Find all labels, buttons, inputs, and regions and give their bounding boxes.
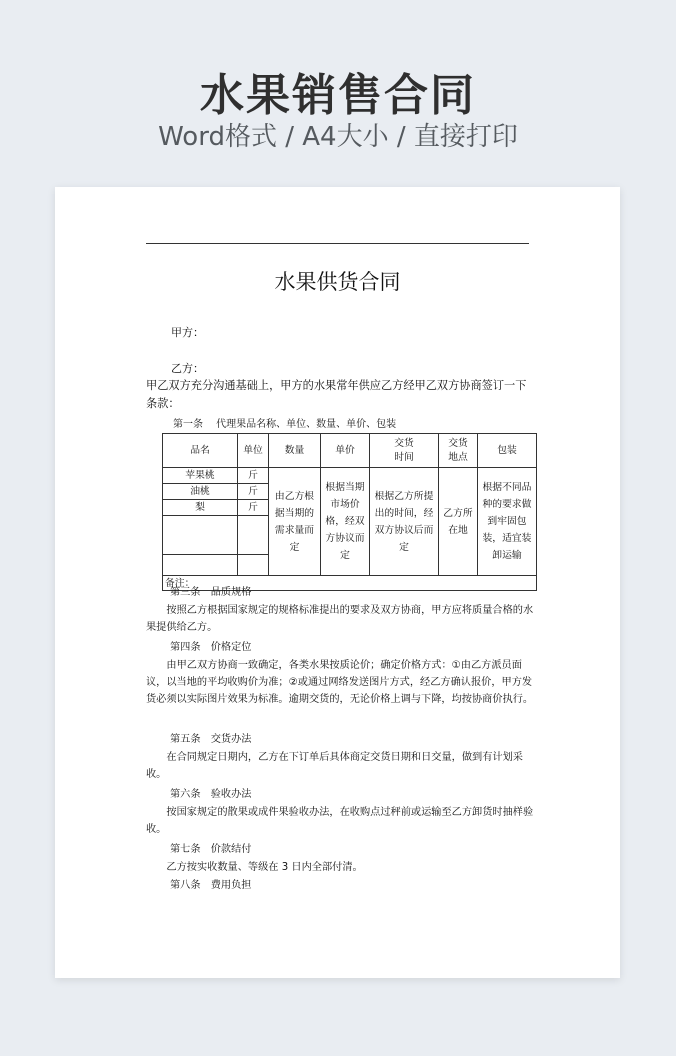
header-packaging: 包装 (478, 434, 537, 468)
article-6-title: 第六条 验收办法 (170, 789, 252, 800)
banner-title: 水果销售合同 (200, 70, 476, 121)
item-unit: 斤 (238, 484, 269, 500)
delivery-time-cell: 根据乙方所提出的时间，经双方协议后而定 (370, 468, 439, 576)
header-delivery-place: 交货 地点 (439, 434, 478, 468)
table-row (163, 468, 537, 484)
party-b-label: 乙方： (171, 362, 204, 375)
document-page (55, 187, 620, 978)
article-3-title: 第三条 品质规格 (170, 587, 252, 598)
packaging-cell: 根据不同品种的要求做到牢固包装，适宜装卸运输 (478, 468, 537, 576)
header-unit: 单位 (238, 434, 269, 468)
article-6-body: 按国家规定的散果或成件果验收办法，在收购点过秤前或运输至乙方卸货时抽样验收。 (146, 807, 534, 835)
article-8-title: 第八条 费用负担 (170, 880, 252, 891)
header-price: 单价 (321, 434, 370, 468)
banner-subtitle: Word格式 / A4大小 / 直接打印 (158, 122, 518, 152)
header-quantity: 数量 (269, 434, 321, 468)
article-5-title: 第五条 交货办法 (170, 734, 252, 745)
item-unit (238, 516, 269, 555)
item-name: 油桃 (163, 484, 238, 500)
article-1-title: 第一条 代理果品名称、单位、数量、单价、包装 (173, 419, 397, 430)
item-name: 梨 (163, 500, 238, 516)
item-unit: 斤 (238, 468, 269, 484)
product-table (162, 433, 537, 591)
article-7-body: 乙方按实收数量、等级在 3 日内全部付清。 (166, 862, 363, 873)
quantity-cell: 由乙方根据当期的需求量而定 (269, 468, 321, 576)
article-5-body: 在合同规定日期内，乙方在下订单后具体商定交货日期和日交量，做到有计划采收。 (146, 752, 523, 780)
document-title: 水果供货合同 (274, 270, 401, 294)
item-unit: 斤 (238, 500, 269, 516)
table-header-row (163, 434, 537, 468)
price-cell: 根据当期市场价格，经双方协议而定 (321, 468, 370, 576)
article-7-title: 第七条 价款结付 (170, 844, 252, 855)
item-name: 苹果桃 (163, 468, 238, 484)
item-unit (238, 555, 269, 576)
item-name (163, 516, 238, 555)
article-4-title: 第四条 价格定位 (170, 642, 252, 653)
article-3-body: 按照乙方根据国家规定的规格标准提出的要求及双方协商，甲方应将质量合格的水果提供给乙方。 (146, 605, 534, 633)
intro-paragraph: 甲乙双方充分沟通基础上，甲方的水果常年供应乙方经甲乙双方协商签订一下条款： (146, 379, 527, 410)
party-a-label: 甲方： (171, 326, 204, 339)
header-rule (146, 243, 529, 244)
delivery-place-cell: 乙方所在地 (439, 468, 478, 576)
item-name (163, 555, 238, 576)
article-4-body: 由甲乙双方协商一致确定，各类水果按质论价；确定价格方式：①由乙方派员面议，以当地的平均收购价为准；②或通过网络发送图片方式，经乙方确认报价，甲方发货必须以实际图片效果为标准。逾期交货的，无论价格上调与下降，均按协商价执行。 (146, 660, 534, 705)
header-delivery-time: 交货 时间 (370, 434, 439, 468)
table-note: 备注： (163, 576, 537, 591)
header-name: 品名 (163, 434, 238, 468)
